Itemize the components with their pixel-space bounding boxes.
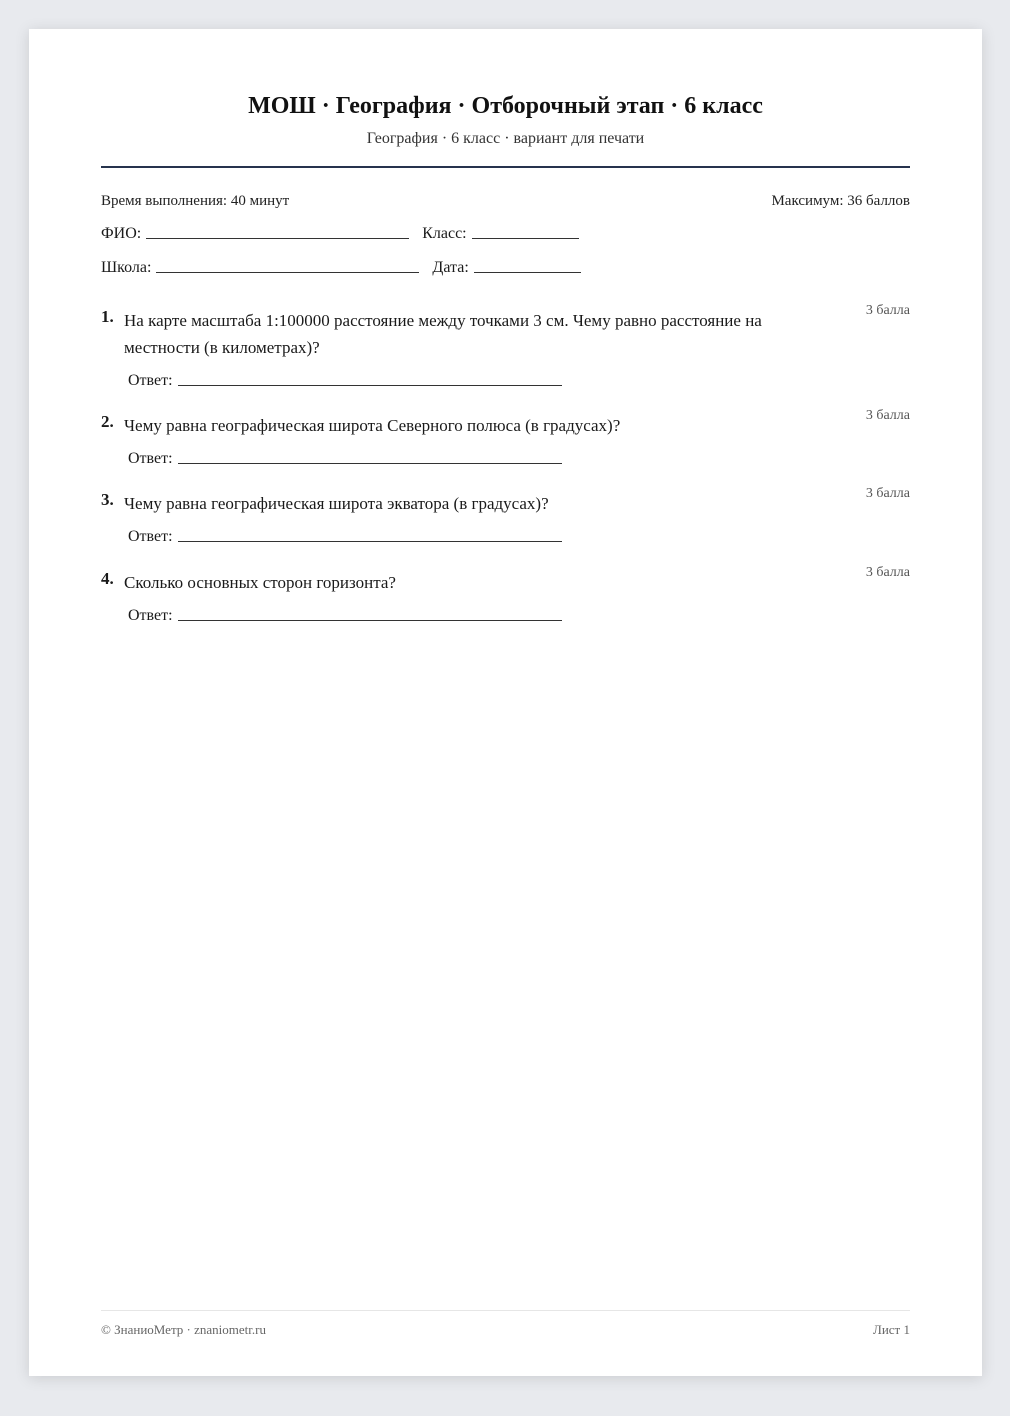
answer-4 (128, 607, 562, 625)
question-text: На карте масштаба 1:100000 расстояние между точками 3 см. Чему равно расстояние на местности (в километрах)? (124, 311, 762, 357)
answer-label: Ответ: (128, 372, 173, 389)
answer-field[interactable] (178, 463, 562, 464)
answer-1 (128, 372, 562, 390)
question-number: 1. (101, 307, 114, 326)
school-field[interactable] (156, 271, 419, 273)
question-number: 2. (101, 412, 114, 431)
answer-label: Ответ: (128, 528, 173, 545)
date-label: Дата: (432, 259, 469, 276)
class-field[interactable] (472, 237, 579, 239)
question-number: 3. (101, 490, 114, 509)
question-text: Чему равна географическая широта экватора (в градусах)? (124, 494, 549, 513)
time-limit: Время выполнения: 40 минут (101, 193, 290, 209)
answer-label: Ответ: (128, 607, 173, 624)
footer-divider (101, 1310, 910, 1311)
school-label: Школа: (101, 259, 152, 276)
answer-field[interactable] (178, 541, 562, 542)
fio-label: ФИО: (101, 225, 142, 242)
question-points: 3 балла (865, 408, 910, 423)
document-page (29, 29, 982, 1376)
header-divider (101, 166, 910, 168)
page-title: МОШ · География · Отборочный этап · 6 класс (248, 93, 763, 119)
question-points: 3 балла (865, 565, 910, 580)
fio-class-row (101, 225, 579, 243)
max-score: Максимум: 36 баллов (771, 193, 910, 209)
fio-field[interactable] (146, 237, 409, 239)
answer-3 (128, 528, 562, 546)
question-points: 3 балла (865, 486, 910, 501)
answer-2 (128, 450, 562, 468)
footer-page-number: Лист 1 (873, 1322, 910, 1337)
page-subtitle: География · 6 класс · вариант для печати (366, 130, 645, 147)
answer-field[interactable] (178, 620, 562, 621)
answer-field[interactable] (178, 385, 562, 386)
footer-copyright: © ЗнаниоМетр · znaniometr.ru (101, 1322, 266, 1337)
question-points: 3 балла (865, 303, 910, 318)
answer-label: Ответ: (128, 450, 173, 467)
question-text: Сколько основных сторон горизонта? (124, 573, 396, 592)
date-field[interactable] (474, 271, 581, 273)
page-content (101, 29, 910, 1376)
class-label: Класс: (422, 225, 467, 242)
question-text: Чему равна географическая широта Северного полюса (в градусах)? (124, 416, 621, 435)
school-date-row (101, 259, 581, 277)
question-number: 4. (101, 569, 114, 588)
